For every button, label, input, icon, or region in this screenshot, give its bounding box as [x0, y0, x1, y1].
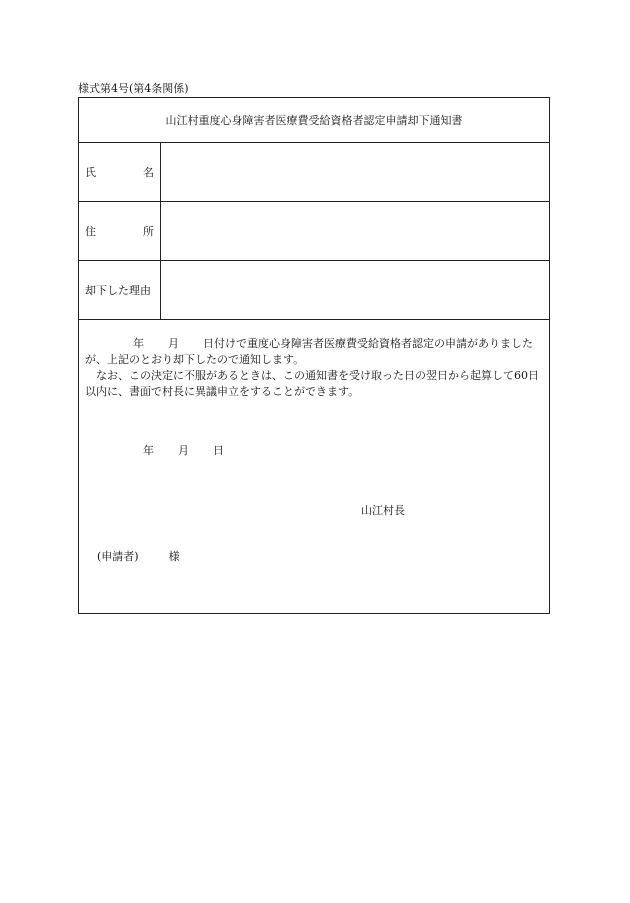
applicant-label: (申請者): [97, 550, 139, 563]
notice-paragraph-1: [85, 336, 547, 368]
name-row: [79, 143, 549, 202]
date-month: 月: [178, 444, 189, 457]
address-row: [79, 202, 549, 261]
date-day: 日: [213, 444, 224, 457]
notice-paragraph-2: [85, 368, 547, 400]
date-year: 年: [143, 444, 154, 457]
notice-form: [78, 97, 550, 614]
address-field[interactable]: [161, 202, 549, 260]
reason-row: [79, 261, 549, 320]
address-label-char2: 所: [143, 225, 154, 238]
name-field[interactable]: [161, 143, 549, 201]
address-label-char1: 住: [85, 225, 96, 238]
reason-label: [79, 261, 161, 319]
body-month: 月: [168, 337, 179, 350]
body-para2-text: なお、この決定に不服があるときは、この通知書を受け取った日の翌日から起算して60日以内に、書面で村長に異議申立をすることができます。: [85, 369, 539, 398]
body-line1-text: 日付けで重度心身障害者医療費受給資格者認定の申請がありましたが、上記のとおり却下したので通知します。: [85, 337, 533, 366]
name-label: [79, 143, 161, 201]
notice-body: [79, 320, 549, 617]
name-label-char2: 名: [143, 166, 154, 179]
reason-field[interactable]: [161, 261, 549, 319]
honorific: 様: [168, 550, 180, 563]
reason-label-text: 却下した理由: [85, 284, 151, 297]
issue-date: [143, 442, 224, 458]
body-year: 年: [133, 337, 144, 350]
form-title: 山江村重度心身障害者医療費受給資格者認定申請却下通知書: [79, 98, 549, 143]
form-number: 様式第4号(第4条関係): [78, 82, 189, 95]
recipient-line: [97, 548, 180, 564]
mayor-signature: 山江村長: [361, 504, 405, 517]
address-label: [79, 202, 161, 260]
name-label-char1: 氏: [85, 166, 96, 179]
